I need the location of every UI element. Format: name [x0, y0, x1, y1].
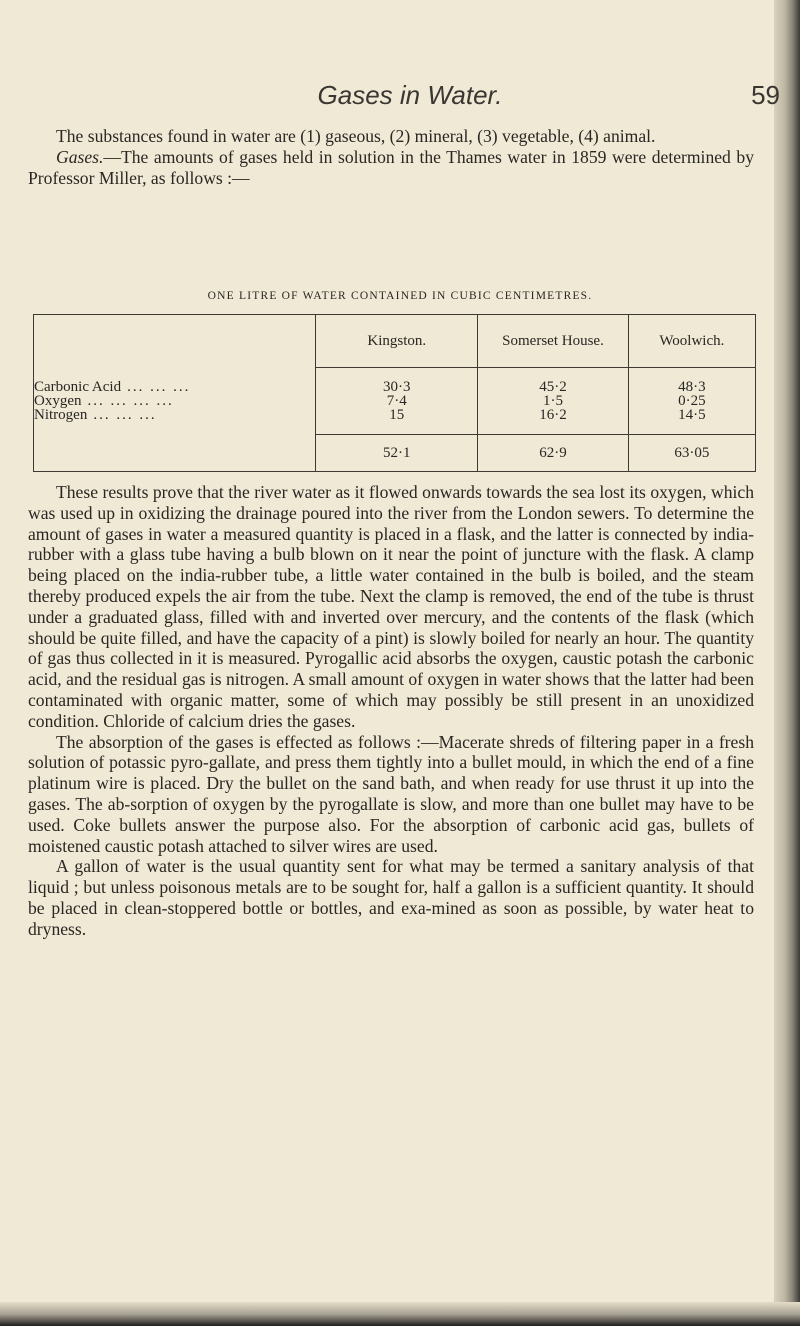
bottom-page-edge	[0, 1302, 800, 1326]
total-somerset-house: 62·9	[478, 435, 628, 472]
table-cell: 7·4	[386, 393, 407, 409]
table-cell: 45·2	[539, 379, 567, 395]
page-header	[40, 80, 780, 116]
table-cell: 15	[389, 407, 405, 423]
total-label-cell	[34, 435, 316, 472]
body-paragraph-1: These results prove that the river water as it flowed onwards towards the sea lost its oxygen, which was used up in oxidizing the drainage poured into the river from the London sewers. To determine the amount of gases in water a measured quantity is placed in a flask, and the latter is connected by india-rubber with a glass tube having a bulb blown on it near the point of juncture with the flask. A clamp being placed on the india-rubber tube, a little water contained in the bulb is boiled, and the steam thereby produced expels the air from the tube. Next the clamp is removed, the end of the tube is thrust under a graduated glass, filled with and inverted over mercury, and the contents of the flask (which should be quite filled, and have the capacity of a pint) is slowly boiled for nearly an hour. The quantity of gas thus collected in it is measured. Pyrogallic acid absorbs the oxygen, caustic potash the carbonic acid, and the residual gas is nitrogen. A small amount of oxygen in water shows that the latter had been contaminated with organic matter, some of which may possibly be still present in an unoxidized condition. Chloride of calcium dries the gases.	[28, 482, 754, 731]
gases-paragraph	[28, 147, 754, 189]
gas-table	[33, 314, 756, 472]
column-header-somerset-house: Somerset House.	[478, 315, 628, 368]
intro-text	[28, 126, 754, 188]
body-paragraph-2: The absorption of the gases is effected as follows :—Macerate shreds of filtering paper in a fresh solution of potassic pyro-gallate, and press them tightly into a bullet mould, in which the end of a fine platinum wire is placed. Dry the bullet on the sand bath, and when ready for use thrust it up into the gases. The ab-sorption of oxygen by the pyrogallate is slow, and more than one bullet may have to be used. Coke bullets answer the purpose also. For the absorption of carbonic acid gas, bullets of moistened caustic potash attached to silver wires are used.	[28, 731, 754, 856]
somerset-house-values	[478, 368, 628, 435]
table-cell: 0·25	[678, 393, 706, 409]
row-label-oxygen: Oxygen ... ... ... ...	[34, 393, 174, 409]
corner-cell	[34, 315, 316, 368]
row-label-carbonic-acid: Carbonic Acid ... ... ...	[34, 379, 191, 395]
woolwich-values	[628, 368, 755, 435]
row-labels-cell	[34, 368, 316, 435]
body-text	[28, 482, 754, 940]
column-header-woolwich: Woolwich.	[628, 315, 755, 368]
body-paragraph-3: A gallon of water is the usual quantity sent for what may be termed a sanitary analysis of that liquid ; but unless poisonous metals are to be sought for, half a gallon is a sufficient quantity. It should be placed in clean-stoppered bottle or bottles, and exa-mined as soon as possible, by water heat to dryness.	[28, 856, 754, 939]
table-cell: 16·2	[539, 407, 567, 423]
table-total-row	[34, 435, 756, 472]
page-number: 59	[751, 80, 780, 110]
gases-heading: Gases.	[56, 146, 104, 167]
running-title: Gases in Water.	[317, 80, 503, 110]
table-cell: 1·5	[543, 393, 563, 409]
table-caption: ONE LITRE OF WATER CONTAINED IN CUBIC CENTIMETRES.	[207, 290, 593, 302]
page-edge-shadow	[774, 0, 800, 1326]
table-cell: 48·3	[678, 379, 706, 395]
table-cell: 30·3	[383, 379, 411, 395]
row-label-nitrogen: Nitrogen ... ... ...	[34, 407, 157, 423]
gases-text: —The amounts of gases held in solution in the Thames water in 1859 were determined by Professor Miller, as follows :—	[28, 146, 754, 188]
intro-paragraph: The substances found in water are (1) gaseous, (2) mineral, (3) vegetable, (4) animal.	[56, 126, 656, 146]
column-header-kingston: Kingston.	[316, 315, 478, 368]
table-header-row	[34, 315, 756, 368]
table-body-row	[34, 368, 756, 435]
kingston-values	[316, 368, 478, 435]
total-woolwich: 63·05	[628, 435, 755, 472]
total-kingston: 52·1	[316, 435, 478, 472]
table-cell: 14·5	[678, 407, 706, 423]
